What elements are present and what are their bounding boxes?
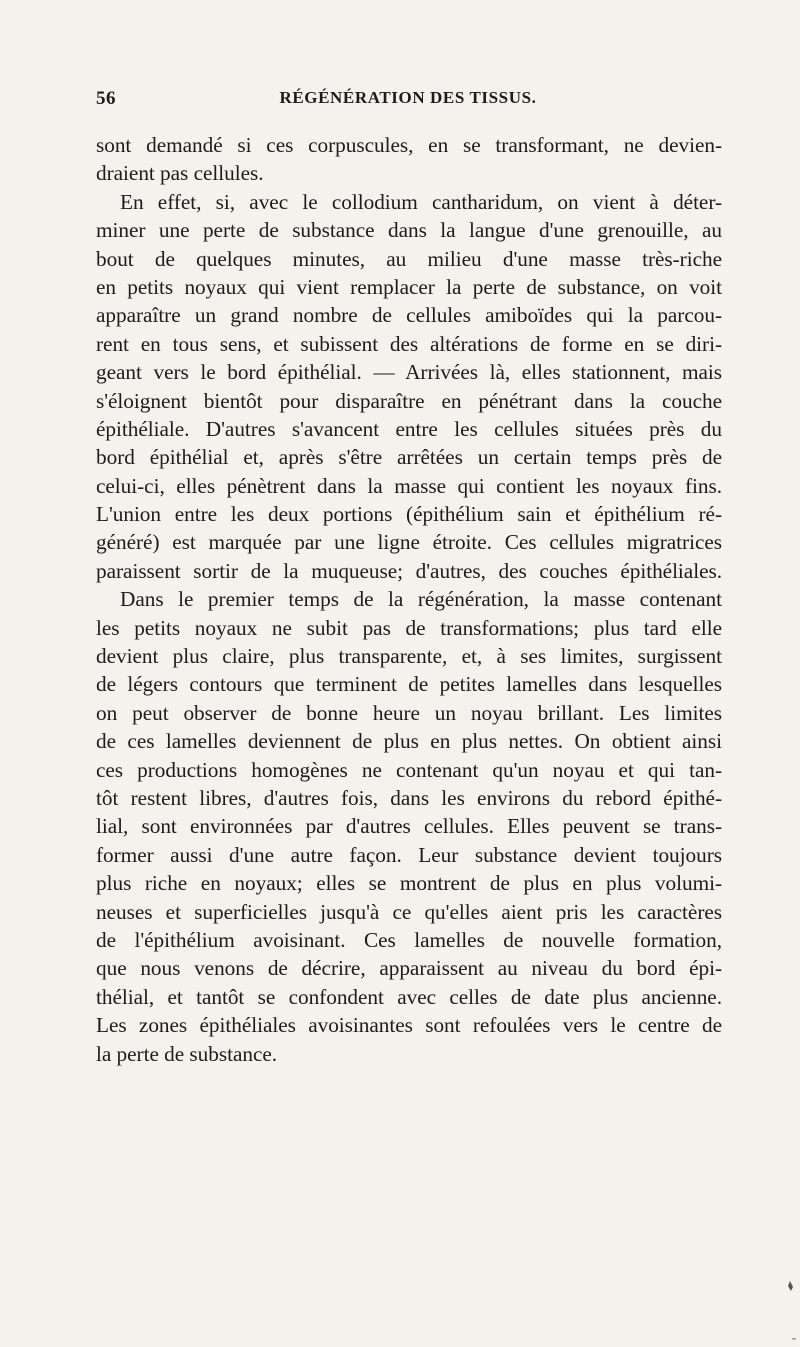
text-line: thélial, et tantôt se confondent avec celles de date plus ancienne. [96,984,722,1009]
text-line: bord épithélial et, après s'être arrêtées un certain temps près de [96,445,722,470]
text-line: lial, sont environnées par d'autres cellules. Elles peuvent se trans- [96,814,722,839]
text-line: devient plus claire, plus transparente, et, à ses limites, surgissent [96,644,722,669]
text-line: en petits noyaux qui vient remplacer la perte de substance, on voit [96,274,722,299]
text-line: L'union entre les deux portions (épithélium sain et épithélium ré- [96,502,722,527]
body-text [96,131,722,1068]
text-line: Dans le premier temps de la régénération, la masse contenant [120,587,722,612]
text-line: celui-ci, elles pénètrent dans la masse qui contient les noyaux fins. [96,473,722,498]
margin-speck [792,1338,796,1340]
text-line: généré) est marquée par une ligne étroite. Ces cellules migratrices [96,530,722,555]
running-title: RÉGÉNÉRATION DES TISSUS. [279,88,537,107]
text-line: bout de quelques minutes, au milieu d'une masse très-riche [96,246,722,271]
text-line: En effet, si, avec le collodium cantharidum, on vient à déter- [120,189,722,214]
text-line: former aussi d'une autre façon. Leur substance devient toujours [96,842,722,867]
text-line: plus riche en noyaux; elles se montrent de plus en plus volumi- [96,871,722,896]
text-line: sont demandé si ces corpuscules, en se transformant, ne devien- [96,133,722,157]
text-line: s'éloignent bientôt pour disparaître en pénétrant dans la couche [96,388,722,413]
text-line: de ces lamelles deviennent de plus en plus nettes. On obtient ainsi [96,729,722,754]
text-line: paraissent sortir de la muqueuse; d'autres, des couches épithéliales. [96,558,722,583]
text-line: la perte de substance. [96,1041,278,1066]
text-line: on peut observer de bonne heure un noyau brillant. Les limites [96,700,722,725]
text-line: les petits noyaux ne subit pas de transformations; plus tard elle [96,615,722,640]
text-line: Les zones épithéliales avoisinantes sont refoulées vers le centre de [96,1013,722,1038]
text-line: neuses et superficielles jusqu'à ce qu'elles aient pris les caractères [96,899,722,924]
text-line: épithéliale. D'autres s'avancent entre les cellules situées près du [96,416,722,441]
text-line: geant vers le bord épithélial. — Arrivées là, elles stationnent, mais [96,360,722,385]
text-line: que nous venons de décrire, apparaissent au niveau du bord épi- [96,956,722,981]
running-head [96,88,720,116]
text-line: miner une perte de substance dans la langue d'une grenouille, au [96,218,722,243]
text-line: de l'épithélium avoisinant. Ces lamelles de nouvelle formation, [96,927,722,952]
page-number: 56 [96,88,116,109]
text-line: apparaître un grand nombre de cellules amiboïdes qui la parcou- [96,303,722,328]
margin-speck [788,1281,793,1291]
text-line: de légers contours que terminent de petites lamelles dans lesquelles [96,672,722,697]
text-line: ces productions homogènes ne contenant qu'un noyau et qui tan- [96,757,722,782]
text-line: rent en tous sens, et subissent des altérations de forme en se diri- [96,331,722,356]
text-line: tôt restent libres, d'autres fois, dans les environs du rebord épithé- [96,785,722,810]
text-line: draient pas cellules. [96,161,264,186]
